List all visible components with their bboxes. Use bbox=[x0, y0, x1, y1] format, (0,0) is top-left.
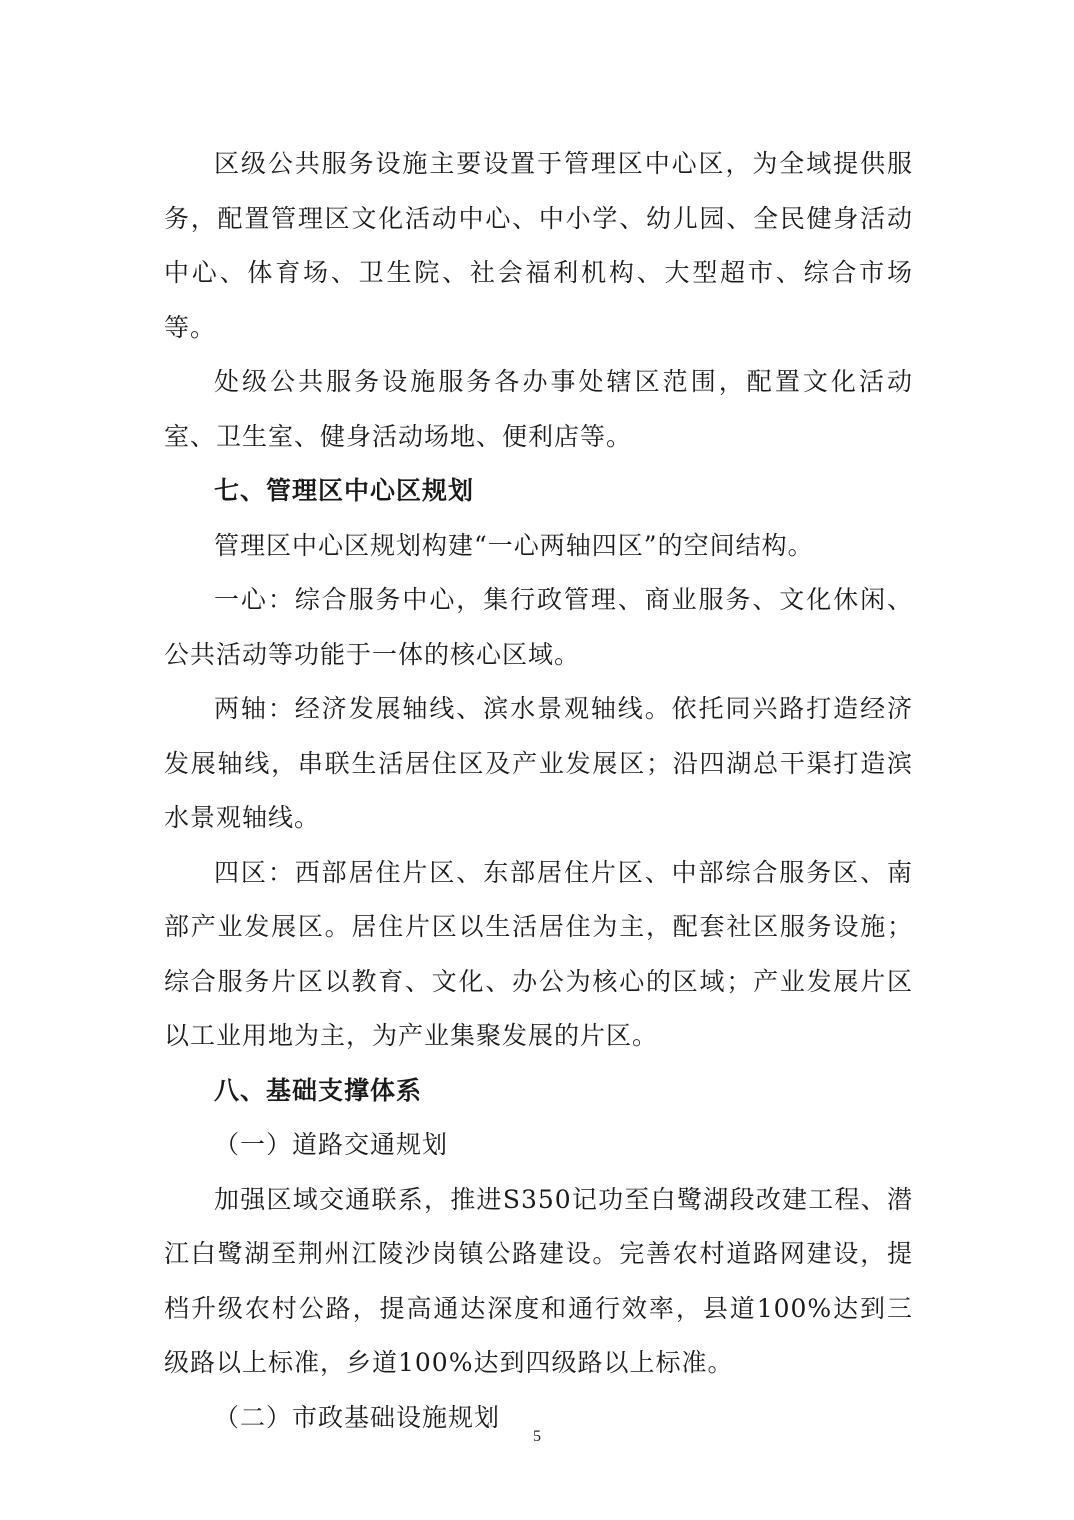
subheading-municipal-infrastructure: （二）市政基础设施规划 bbox=[214, 1402, 501, 1432]
paragraph-spatial-structure: 管理区中心区规划构建“一心两轴四区”的空间结构。 bbox=[214, 530, 814, 560]
paragraph-office-facilities: 处级公共服务设施服务各办事处辖区范围，配置文化活动室、卫生室、健身活动场地、便利店等。 bbox=[164, 367, 913, 451]
document-body bbox=[164, 137, 913, 1445]
paragraph-four-zones: 四区：西部居住片区、东部居住片区、中部综合服务区、南部产业发展区。居住片区以生活居住为主，配套社区服务设施；综合服务片区以教育、文化、办公为核心的区域；产业发展片区以工业用地为主，为产业集聚发展的片区。 bbox=[164, 857, 913, 1050]
paragraph-two-axes: 两轴：经济发展轴线、滨水景观轴线。依托同兴路打造经济发展轴线，串联生活居住区及产业发展区；沿四湖总干渠打造滨水景观轴线。 bbox=[164, 694, 913, 832]
subheading-road-traffic: （一）道路交通规划 bbox=[214, 1130, 449, 1159]
paragraph-road-traffic: 加强区域交通联系，推进S350记功至白鹭湖段改建工程、潜江白鹭湖至荆州江陵沙岗镇公路建设。完善农村道路网建设，提档升级农村公路，提高通达深度和通行效率，县道100%达到三级路以上标准，乡道100%达到四级路以上标准。 bbox=[164, 1184, 913, 1377]
page-number: 5 bbox=[533, 1428, 541, 1445]
paragraph-district-facilities: 区级公共服务设施主要设置于管理区中心区，为全域提供服务，配置管理区文化活动中心、中小学、幼儿园、全民健身活动中心、体育场、卫生院、社会福利机构、大型超市、综合市场等。 bbox=[164, 149, 913, 342]
section-heading-seven: 七、管理区中心区规划 bbox=[214, 476, 475, 505]
section-heading-eight: 八、基础支撑体系 bbox=[214, 1075, 423, 1105]
paragraph-one-center: 一心：综合服务中心，集行政管理、商业服务、文化休闲、公共活动等功能于一体的核心区域。 bbox=[164, 585, 913, 669]
